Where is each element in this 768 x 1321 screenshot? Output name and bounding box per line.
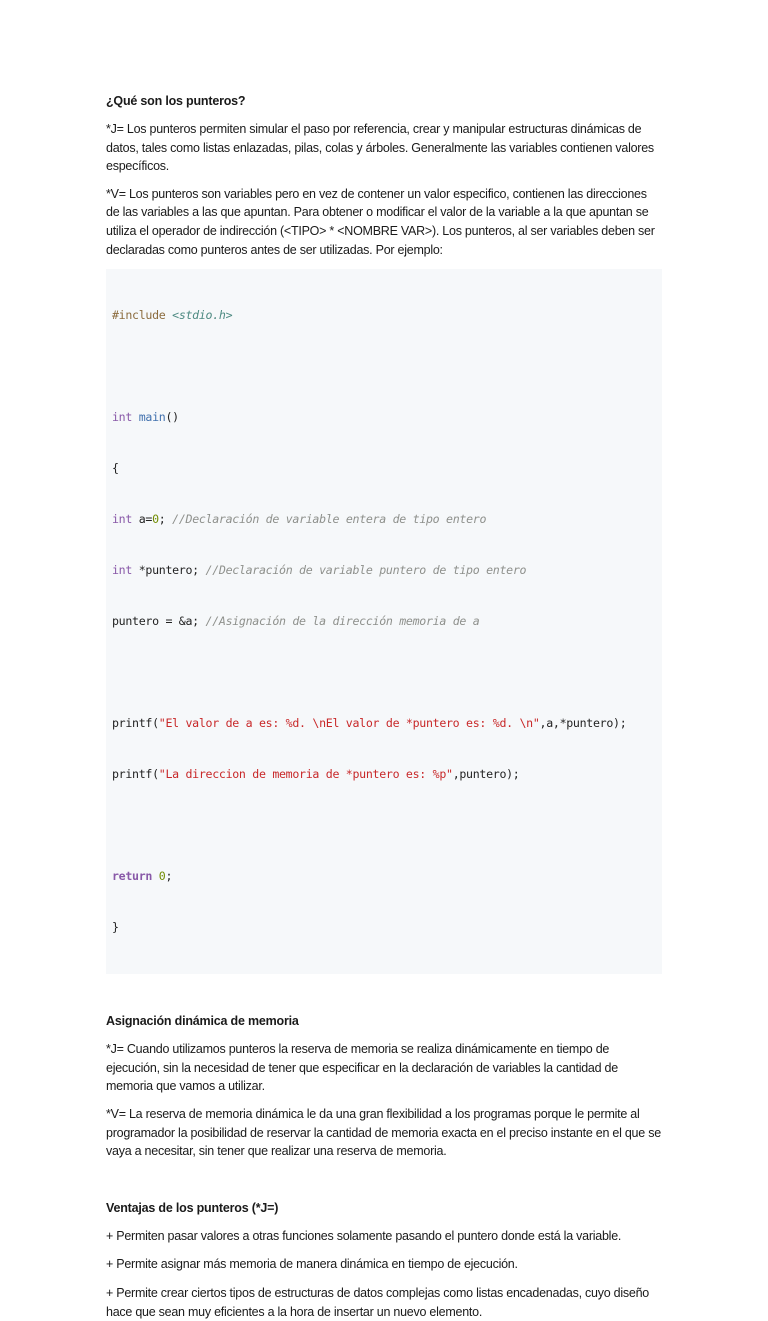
section-title-punteros: ¿Qué son los punteros? (106, 94, 246, 108)
code-line-printf-2 (112, 766, 662, 783)
paragraph-v-asignacion: *V= La reserva de memoria dinámica le da una gran flexibilidad a los programas porque le permite al programador la posibilidad de reservar la cantidad de memoria exacta en el preciso instante en el que se vaya a necesitar, sin tener que realizar una reserva de memoria. (106, 1106, 661, 1159)
list-item: + Permite asignar más memoria de manera dinámica en tiempo de ejecución. (106, 1257, 518, 1272)
code-token: return (112, 869, 153, 884)
code-line-assign (112, 613, 662, 630)
code-token: a= (132, 512, 153, 527)
code-token: <stdio.h> (165, 308, 233, 323)
list-item: + Permiten pasar valores a otras funciones solamente pasando el puntero donde está la variable. (106, 1228, 622, 1243)
code-comment: //Declaración de variable entera de tipo entero (172, 512, 487, 527)
code-token: int (112, 410, 133, 425)
code-string: "La direccion de memoria de *puntero es: %p" (158, 767, 453, 782)
paragraph-j-definition: *J= Los punteros permiten simular el paso por referencia, crear y manipular estructuras dinámicas de datos, tales como listas enlazadas, pilas, colas y árboles. Generalmente las variables contienen valores específicos. (106, 122, 654, 174)
code-line-main (112, 409, 662, 426)
code-token: ,puntero); (452, 767, 520, 782)
code-line-blank (112, 664, 662, 681)
code-token: #include (112, 308, 166, 323)
code-line-open-brace: { (112, 461, 119, 476)
code-token: ; (165, 869, 173, 884)
code-token: puntero = &a; (112, 614, 206, 629)
code-comment: //Asignación de la dirección memoria de a (205, 614, 480, 629)
code-comment: //Declaración de variable puntero de tipo entero (205, 563, 527, 578)
section-title-asignacion: Asignación dinámica de memoria (106, 1014, 299, 1029)
code-line-close-brace: } (112, 920, 119, 935)
code-token (152, 869, 159, 883)
code-token: ,a,*puntero); (539, 716, 627, 731)
code-line-blank (112, 358, 662, 375)
code-token: main (132, 410, 166, 425)
section-title-ventajas: Ventajas de los punteros (*J=) (106, 1200, 279, 1215)
code-line-printf-1 (112, 715, 662, 732)
code-token: printf( (112, 716, 159, 731)
document-body (106, 90, 662, 1321)
code-token: 0 (158, 869, 166, 884)
code-line-blank (112, 817, 662, 834)
code-token: ; (158, 512, 173, 527)
code-token: int (112, 512, 133, 527)
code-line-include (112, 307, 662, 324)
list-item: + Permite crear ciertos tipos de estructuras de datos complejas como listas encadenadas, cuyo diseño hace que sean muy eficientes a la hora de insertar un nuevo elemento. (106, 1285, 649, 1319)
code-token: int (112, 563, 133, 578)
code-token: printf( (112, 767, 159, 782)
code-string: "El valor de a es: %d. \nEl valor de *puntero es: %d. \n" (158, 716, 540, 731)
code-token: 0 (152, 512, 159, 527)
code-token: () (165, 410, 179, 425)
code-line-int-puntero (112, 562, 662, 579)
paragraph-j-asignacion: *J= Cuando utilizamos punteros la reserva de memoria se realiza dinámicamente en tiempo de ejecución, sin la necesidad de tener que especificar en la declaración de variables la cantidad de memoria que vamos a utilizar. (106, 1042, 618, 1094)
code-token: *puntero; (132, 563, 206, 578)
code-block (106, 269, 662, 974)
code-line-return (112, 868, 662, 885)
code-line-int-a (112, 511, 662, 528)
paragraph-v-definition: *V= Los punteros son variables pero en vez de contener un valor especifico, contienen las direcciones de las variables a las que apuntan. Para obtener o modificar el valor de la variable a la que apuntan se utiliza el operador de indirección (<TIPO> * <NOMBRE VAR>). Los punteros, al ser variables deben ser declaradas como punteros antes de ser utilizadas. Por ejemplo: (106, 186, 655, 257)
